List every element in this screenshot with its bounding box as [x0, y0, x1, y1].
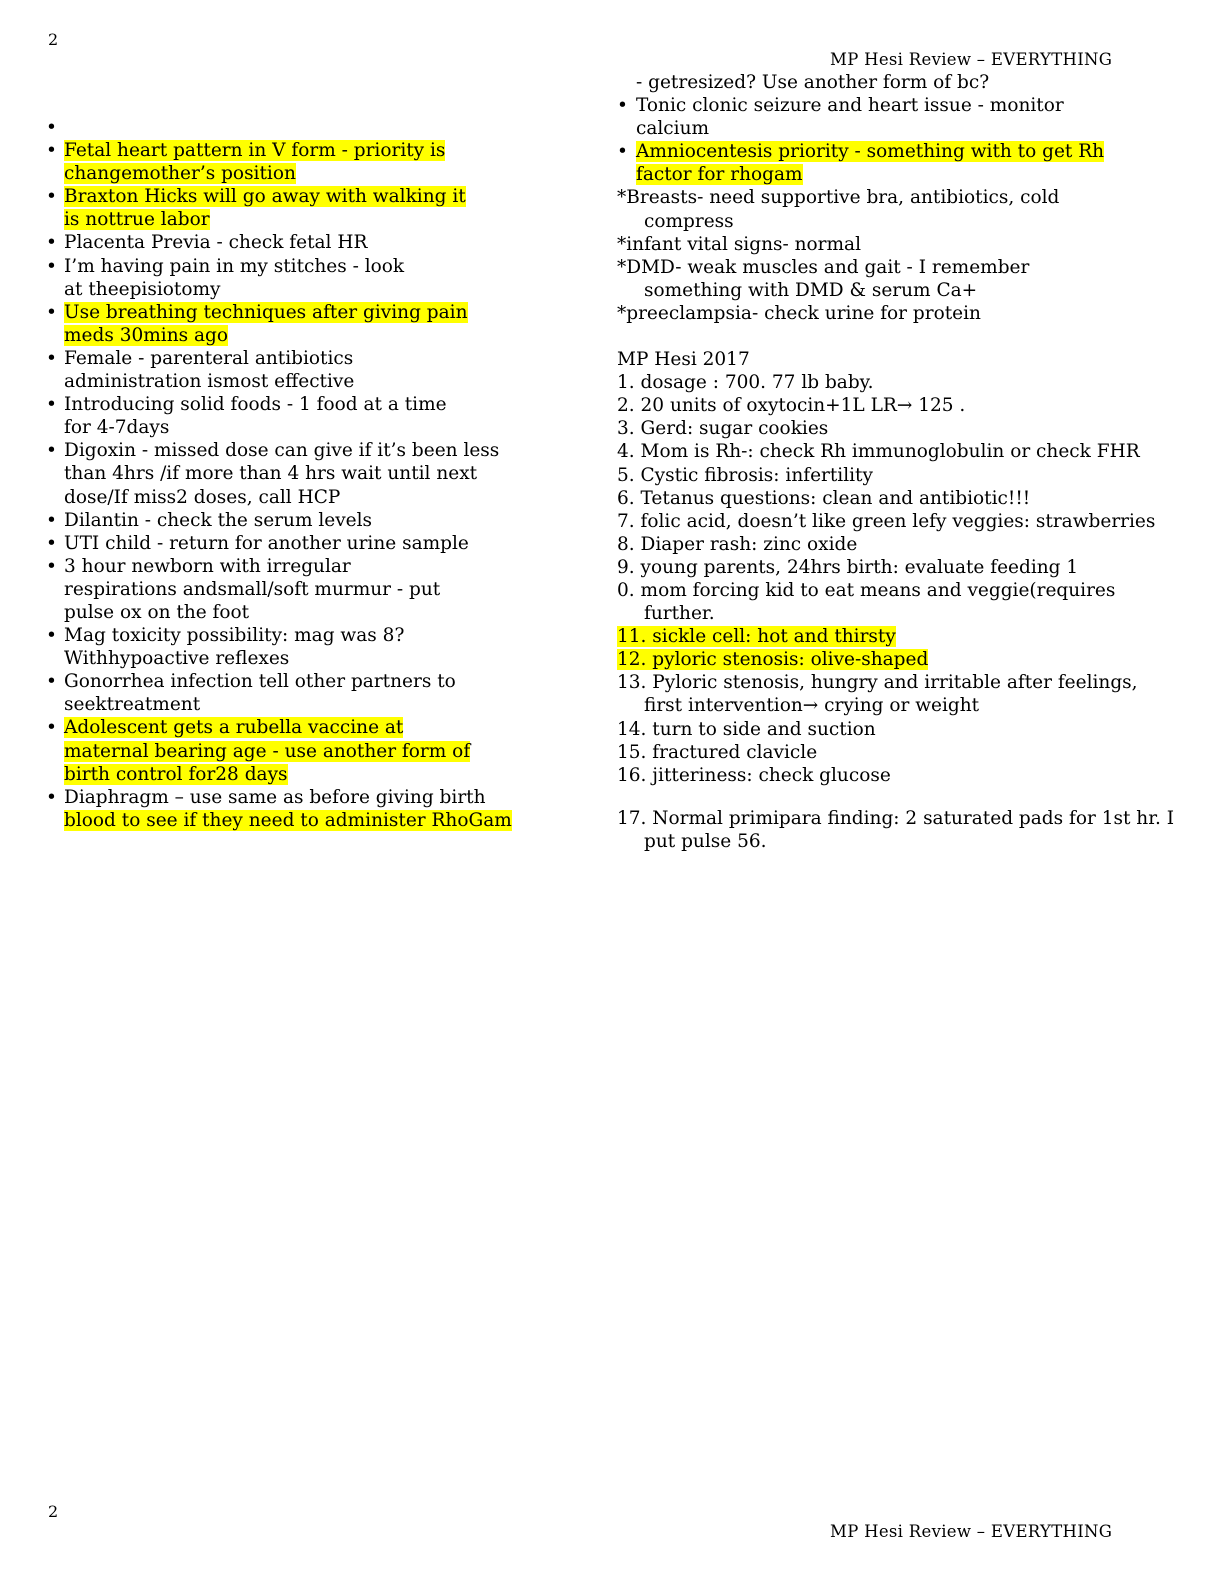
numbered-line: [617, 602, 1217, 625]
numbered-line: [617, 533, 1217, 556]
numbered-text: 14. turn to side and suction: [617, 718, 876, 740]
list-item-line: [46, 740, 586, 763]
list-item-line: [46, 670, 586, 693]
numbered-item: [617, 371, 1217, 394]
header-title: MP Hesi Review – EVERYTHING: [830, 50, 1113, 69]
numbered-text: put pulse 56.: [644, 830, 767, 852]
list-item-text: Withhypoactive reflexes: [64, 648, 290, 670]
numbered-item: [617, 464, 1217, 487]
numbered-text: 11. sickle cell: hot and thirsty: [617, 626, 896, 648]
list-item-text: pulse ox on the foot: [64, 601, 250, 623]
numbered-item: [617, 510, 1217, 533]
numbered-text: 3. Gerd: sugar cookies: [617, 418, 829, 440]
bullet-glyph: •: [46, 786, 57, 808]
list-item: [46, 255, 586, 301]
list-item: [46, 555, 586, 624]
page-number-top: 2: [48, 30, 59, 49]
list-item-line: [617, 163, 1217, 186]
list-item-line: [46, 624, 586, 647]
list-item: [46, 532, 586, 555]
numbered-line: [617, 417, 1217, 440]
list-item-line: [46, 116, 586, 139]
list-item-line: [46, 393, 586, 416]
numbered-text: first intervention→ crying or weight: [644, 695, 980, 717]
bullet-glyph: •: [46, 347, 57, 369]
list-item-line: [46, 532, 586, 555]
note-text: *preeclampsia- check urine for protein: [617, 302, 981, 324]
list-item-line: [46, 162, 586, 185]
numbered-line: [617, 556, 1217, 579]
list-item-text: changemother’s position: [64, 163, 296, 185]
numbered-item: [617, 671, 1217, 717]
list-item-text: at theepisiotomy: [64, 278, 221, 300]
list-item-line: [46, 693, 586, 716]
numbered-item: [617, 417, 1217, 440]
list-item: [46, 139, 586, 185]
list-item-text: Digoxin - missed dose can give if it’s been less: [64, 440, 500, 462]
numbered-line: [617, 694, 1217, 717]
list-item-text: Braxton Hicks will go away with walking it: [64, 186, 466, 208]
footer-title: MP Hesi Review – EVERYTHING: [830, 1522, 1113, 1541]
list-item-line: [46, 786, 586, 809]
list-item-text: seektreatment: [64, 694, 201, 716]
list-item: [46, 716, 586, 785]
note-line: [617, 302, 1217, 325]
list-item-text: dose/If miss2 doses, call HCP: [64, 486, 341, 508]
list-item-text: Gonorrhea infection tell other partners to: [64, 671, 456, 693]
list-item-line: [46, 416, 586, 439]
list-item-text: meds 30mins ago: [64, 324, 229, 346]
numbered-item: [617, 741, 1217, 764]
numbered-line: [617, 764, 1217, 787]
list-item: [46, 509, 586, 532]
list-item-text: Introducing solid foods - 1 food at a time: [64, 394, 447, 416]
list-item-line: [617, 117, 1217, 140]
page-number-bottom: 2: [48, 1502, 59, 1521]
bullet-glyph: •: [46, 232, 57, 254]
numbered-line: [617, 440, 1217, 463]
list-item-text: than 4hrs /if more than 4 hrs wait until next: [64, 463, 478, 485]
list-item-line: [46, 763, 586, 786]
list-item: [46, 301, 586, 347]
numbered-item: [617, 533, 1217, 556]
numbered-text: 13. Pyloric stenosis, hungry and irritable after feelings,: [617, 672, 1138, 694]
numbered-line: [617, 830, 1217, 853]
numbered-line: [617, 671, 1217, 694]
bullet-glyph: •: [46, 117, 57, 138]
bullet-glyph: •: [46, 140, 57, 162]
numbered-line: [617, 464, 1217, 487]
numbered-text: 7. folic acid, doesn’t like green lefy veggies: strawberries: [617, 510, 1156, 532]
numbered-text: 8. Diaper rash: zinc oxide: [617, 533, 858, 555]
list-item-line: [46, 301, 586, 324]
list-item-text: 3 hour newborn with irregular: [64, 555, 351, 577]
list-item-line: [617, 140, 1217, 163]
list-item-text: birth control for28 days: [64, 763, 288, 785]
note-line: [617, 186, 1217, 209]
list-item: [46, 439, 586, 508]
note-item: [617, 186, 1217, 232]
list-item-line: [46, 255, 586, 278]
list-item-text: Use breathing techniques after giving pain: [64, 301, 468, 323]
bullet-glyph: •: [46, 555, 57, 577]
bullet-glyph: •: [46, 717, 57, 739]
list-item-line: [46, 208, 586, 231]
bullet-glyph: •: [46, 186, 57, 208]
numbered-line: [617, 487, 1217, 510]
numbered-text: 6. Tetanus questions: clean and antibiotic!!!: [617, 487, 1031, 509]
numbered-line: [617, 741, 1217, 764]
note-item: [617, 233, 1217, 256]
numbered-line: [617, 718, 1217, 741]
list-item-text: Adolescent gets a rubella vaccine at: [64, 717, 404, 739]
list-item: [46, 786, 586, 809]
list-item-line: [46, 439, 586, 462]
list-item-line: [46, 462, 586, 485]
list-item-continuation: [46, 809, 586, 832]
note-item: [617, 256, 1217, 302]
numbered-line: [617, 807, 1217, 830]
list-item-text: maternal bearing age - use another form of: [64, 740, 471, 762]
list-item-line: [46, 347, 586, 370]
numbered-text: 1. dosage : 700. 77 lb baby.: [617, 372, 874, 394]
list-item-text: Mag toxicity possibility: mag was 8?: [64, 625, 405, 647]
list-item-line: [617, 94, 1217, 117]
note-text: *DMD- weak muscles and gait - I remember: [617, 256, 1030, 278]
numbered-line: [617, 648, 1217, 671]
list-item-line: [46, 231, 586, 254]
list-item: [46, 393, 586, 439]
note-line: [617, 279, 1217, 302]
list-item-text: respirations andsmall/soft murmur - put: [64, 578, 441, 600]
bullet-glyph: •: [46, 440, 57, 462]
list-item-line: [46, 509, 586, 532]
numbered-item: [617, 648, 1217, 671]
list-item: [46, 624, 586, 670]
list-item-line: [46, 647, 586, 670]
numbered-line: [617, 510, 1217, 533]
numbered-item: [617, 718, 1217, 741]
note-line: [617, 233, 1217, 256]
bullet-glyph: •: [46, 255, 57, 277]
numbered-item: [617, 625, 1217, 648]
list-item-text: Placenta Previa - check fetal HR: [64, 232, 368, 254]
numbered-item: [617, 556, 1217, 579]
list-item-text: Dilantin - check the serum levels: [64, 509, 373, 531]
list-item-text: is nottrue labor: [64, 209, 210, 231]
list-item-line: [46, 370, 586, 393]
continuation-line: [617, 71, 1217, 94]
numbered-text: 16. jitteriness: check glucose: [617, 764, 891, 786]
bullet-glyph: •: [617, 95, 628, 117]
numbered-text: 15. fractured clavicle: [617, 741, 818, 763]
list-item-line: [46, 716, 586, 739]
numbered-item: [617, 394, 1217, 417]
numbered-text: 9. young parents, 24hrs birth: evaluate feeding 1: [617, 556, 1079, 578]
list-item: [46, 185, 586, 231]
bullet-glyph: •: [46, 394, 57, 416]
bullet-glyph: •: [46, 532, 57, 554]
note-text: something with DMD & serum Ca+: [644, 279, 978, 301]
list-item-line: [46, 578, 586, 601]
note-line: [617, 256, 1217, 279]
list-item-text: Tonic clonic seizure and heart issue - monitor: [636, 95, 1064, 117]
bullet-glyph: •: [46, 625, 57, 647]
list-item-line: [46, 278, 586, 301]
list-item-text: administration ismost effective: [64, 371, 355, 393]
list-item-text: UTI child - return for another urine sample: [64, 532, 469, 554]
list-item-line: [46, 555, 586, 578]
list-item-text: factor for rhogam: [636, 164, 803, 186]
list-item-line: [46, 486, 586, 509]
bullet-glyph: •: [46, 509, 57, 531]
note-text: *infant vital signs- normal: [617, 233, 861, 255]
numbered-item: [617, 764, 1217, 787]
list-item: [617, 140, 1217, 186]
list-item-text: for 4-7days: [64, 417, 170, 439]
section-title: MP Hesi 2017: [617, 349, 750, 371]
numbered-line: [617, 394, 1217, 417]
left-bullet-list: [46, 116, 586, 832]
list-item-text: calcium: [636, 118, 710, 140]
numbered-item: [617, 807, 1217, 853]
list-item-text: blood to see if they need to administer RhoGam: [64, 809, 512, 831]
list-item-text: Fetal heart pattern in V form - priority is: [64, 140, 446, 162]
numbered-text: 2. 20 units of oxytocin+1L LR→ 125 .: [617, 395, 966, 417]
list-item-line: [46, 185, 586, 208]
list-item-text: Female - parenteral antibiotics: [64, 347, 354, 369]
continuation-text: - getresized? Use another form of bc?: [636, 72, 990, 93]
numbered-line: [617, 579, 1217, 602]
numbered-text: 0. mom forcing kid to eat means and veggie(requires: [617, 579, 1116, 601]
right-notes-column: [617, 71, 1217, 853]
numbered-item: [617, 579, 1217, 625]
note-line: [617, 210, 1217, 233]
numbered-text: 12. pyloric stenosis: olive-shaped: [617, 649, 929, 671]
numbered-text: 5. Cystic fibrosis: infertility: [617, 464, 873, 486]
numbered-item: [617, 487, 1217, 510]
list-item-text: Diaphragm – use same as before giving birth: [64, 786, 486, 808]
note-text: compress: [644, 210, 734, 232]
list-item-text: I’m having pain in my stitches - look: [64, 255, 405, 277]
numbered-item: [617, 440, 1217, 463]
list-item: [46, 347, 586, 393]
bullet-glyph: •: [46, 671, 57, 693]
bullet-glyph: •: [617, 141, 628, 163]
numbered-line: [617, 371, 1217, 394]
list-item: [46, 670, 586, 716]
list-item-line: [46, 324, 586, 347]
note-text: *Breasts- need supportive bra, antibiotics, cold: [617, 187, 1060, 209]
bullet-glyph: •: [46, 301, 57, 323]
list-item-line: [46, 601, 586, 624]
numbered-text: further.: [644, 603, 715, 625]
list-item: [46, 231, 586, 254]
note-item: [617, 302, 1217, 325]
list-item: [46, 116, 586, 139]
numbered-line: [617, 625, 1217, 648]
list-item: [617, 94, 1217, 140]
numbered-text: 4. Mom is Rh-: check Rh immunoglobulin or check FHR: [617, 441, 1140, 463]
numbered-text: 17. Normal primipara finding: 2 saturated pads for 1st hr. I: [617, 807, 1175, 829]
list-item-line: [46, 139, 586, 162]
list-item-text: Amniocentesis priority - something with to get Rh: [636, 141, 1105, 163]
